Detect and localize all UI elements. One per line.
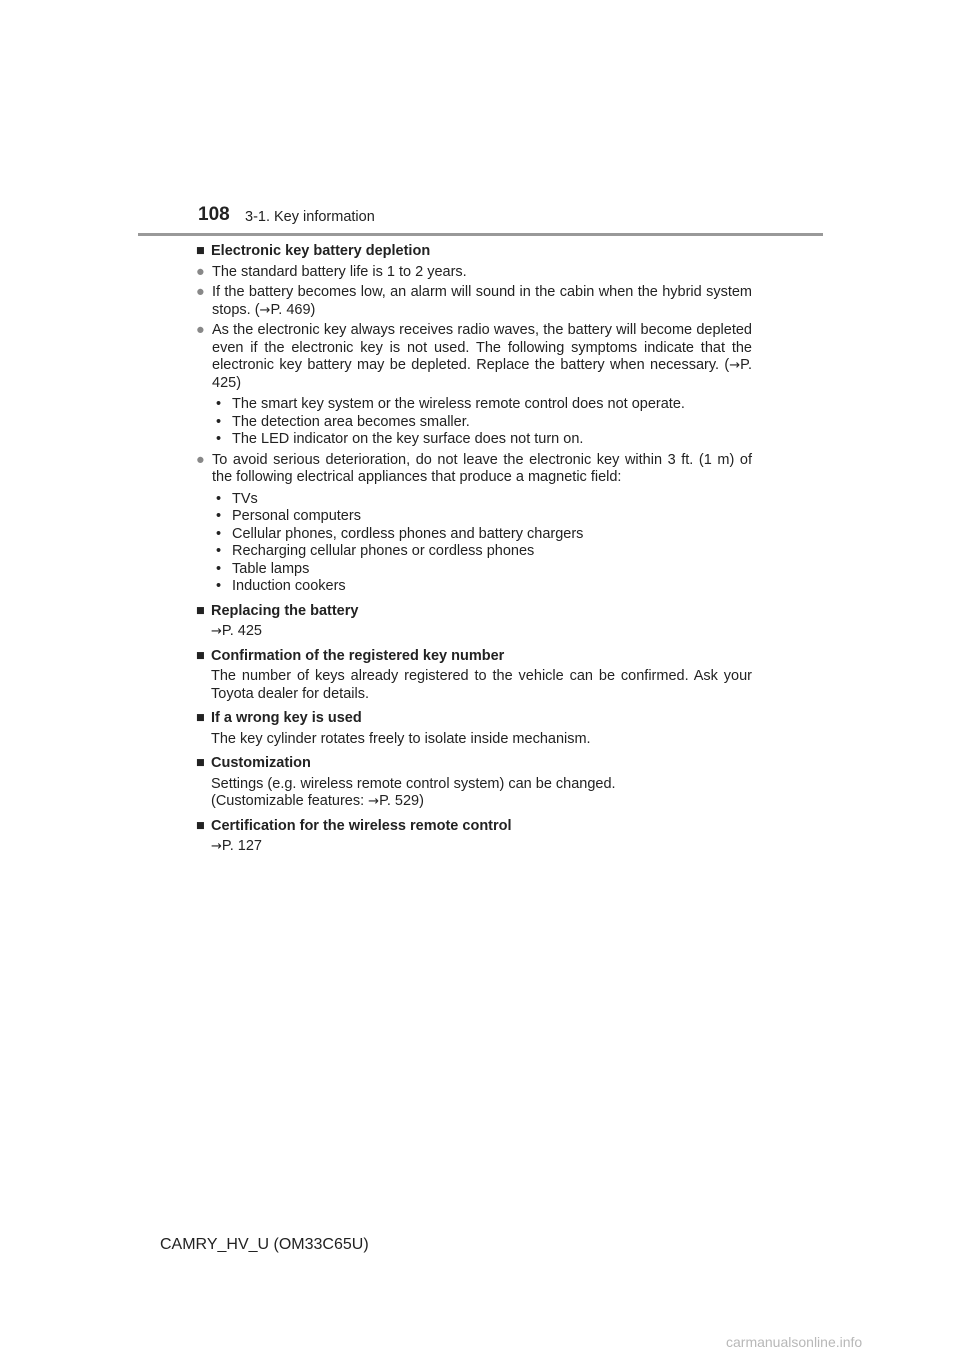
bullet-icon: • bbox=[216, 413, 222, 430]
bullet-icon: • bbox=[216, 396, 222, 412]
circle-bullet-icon: ● bbox=[196, 284, 205, 300]
page-reference[interactable]: P. 425 bbox=[221, 623, 262, 639]
bullet-icon: • bbox=[216, 543, 222, 559]
list-item: • The smart key system or the wireless remote control does not operate. bbox=[216, 396, 685, 412]
section-battery-depletion bbox=[196, 243, 752, 596]
list-item: • Table lamps bbox=[216, 560, 310, 577]
arrow-icon: → bbox=[211, 624, 222, 639]
circle-bullet-icon: ● bbox=[196, 451, 205, 468]
arrow-icon: → bbox=[368, 794, 380, 809]
page-reference[interactable]: P. 469) bbox=[270, 301, 316, 318]
section-heading: ■ Confirmation of the registered key number bbox=[196, 647, 505, 664]
section-certification bbox=[196, 818, 752, 856]
section-replacing-battery bbox=[196, 603, 752, 641]
list-item: • Recharging cellular phones or cordless phones bbox=[216, 543, 535, 559]
manual-code-footer: CAMRY_HV_U (OM33C65U) bbox=[160, 1236, 369, 1253]
list-item: ● The standard battery life is 1 to 2 years. bbox=[196, 263, 467, 280]
watermark: carmanualsonline.info bbox=[726, 1334, 863, 1350]
square-bullet-icon: ■ bbox=[196, 817, 205, 834]
page-reference[interactable]: P. 425) bbox=[212, 357, 752, 391]
section-wrong-key bbox=[196, 710, 752, 748]
page-reference[interactable]: P. 529) bbox=[379, 793, 424, 809]
section-heading: ■ If a wrong key is used bbox=[196, 710, 362, 726]
section-body: The number of keys already registered to the vehicle can be confirmed. Ask your Toyota dealer for details. bbox=[211, 668, 752, 702]
section-body: (Customizable features: →P. 529) bbox=[211, 793, 424, 809]
bullet-icon: • bbox=[216, 431, 222, 447]
section-body bbox=[196, 623, 752, 641]
section-heading: ■ Certification for the wireless remote control bbox=[196, 817, 512, 834]
circle-bullet-icon: ● bbox=[196, 263, 205, 280]
page-content bbox=[196, 243, 752, 863]
section-heading: ■ Replacing the battery bbox=[196, 602, 359, 619]
header-divider bbox=[138, 233, 823, 236]
bullet-icon: • bbox=[216, 578, 222, 594]
list-item: • TVs bbox=[216, 490, 258, 507]
section-body bbox=[196, 838, 752, 856]
bullet-icon: • bbox=[216, 525, 222, 542]
arrow-icon: → bbox=[211, 839, 222, 854]
section-customization bbox=[196, 755, 752, 811]
symptom-list bbox=[196, 396, 752, 449]
list-item: • Cellular phones, cordless phones and battery chargers bbox=[216, 525, 584, 542]
page-reference[interactable]: P. 127 bbox=[221, 838, 262, 854]
square-bullet-icon: ■ bbox=[196, 647, 205, 664]
list-item: ● To avoid serious deterioration, do not leave the electronic key within 3 ft. (1 m) of the following electrical appliances that produce a magnetic field: bbox=[196, 451, 752, 485]
bullet-icon: • bbox=[216, 490, 222, 507]
appliance-list bbox=[196, 491, 752, 596]
list-item: • Personal computers bbox=[216, 508, 361, 524]
section-heading: ■ Electronic key battery depletion bbox=[196, 243, 431, 259]
section-title: 3-1. Key information bbox=[245, 209, 375, 225]
list-item: • Induction cookers bbox=[216, 578, 346, 594]
bullet-icon: • bbox=[216, 560, 222, 577]
square-bullet-icon: ■ bbox=[196, 710, 205, 726]
list-item: ● If the battery becomes low, an alarm will sound in the cabin when the hybrid system stops. (→P. 469) bbox=[196, 284, 752, 318]
arrow-icon: → bbox=[729, 358, 741, 373]
list-item: • The LED indicator on the key surface does not turn on. bbox=[216, 431, 584, 447]
section-body: Settings (e.g. wireless remote control system) can be changed. bbox=[211, 775, 616, 792]
section-confirmation bbox=[196, 648, 752, 704]
arrow-icon: → bbox=[259, 302, 271, 318]
square-bullet-icon: ■ bbox=[196, 243, 205, 259]
section-heading: ■ Customization bbox=[196, 755, 311, 771]
page-number: 108 bbox=[198, 204, 230, 225]
square-bullet-icon: ■ bbox=[196, 755, 205, 771]
list-item: ● As the electronic key always receives radio waves, the battery will become depleted even if the electronic key is not used. The following symptoms indicate that the electronic key battery may be depleted. Replace the battery when necessary. (→P. 425) bbox=[196, 322, 752, 391]
bullet-icon: • bbox=[216, 508, 222, 524]
list-item: • The detection area becomes smaller. bbox=[216, 413, 470, 430]
square-bullet-icon: ■ bbox=[196, 602, 205, 619]
circle-bullet-icon: ● bbox=[196, 322, 205, 338]
section-body: The key cylinder rotates freely to isolate inside mechanism. bbox=[211, 730, 591, 747]
